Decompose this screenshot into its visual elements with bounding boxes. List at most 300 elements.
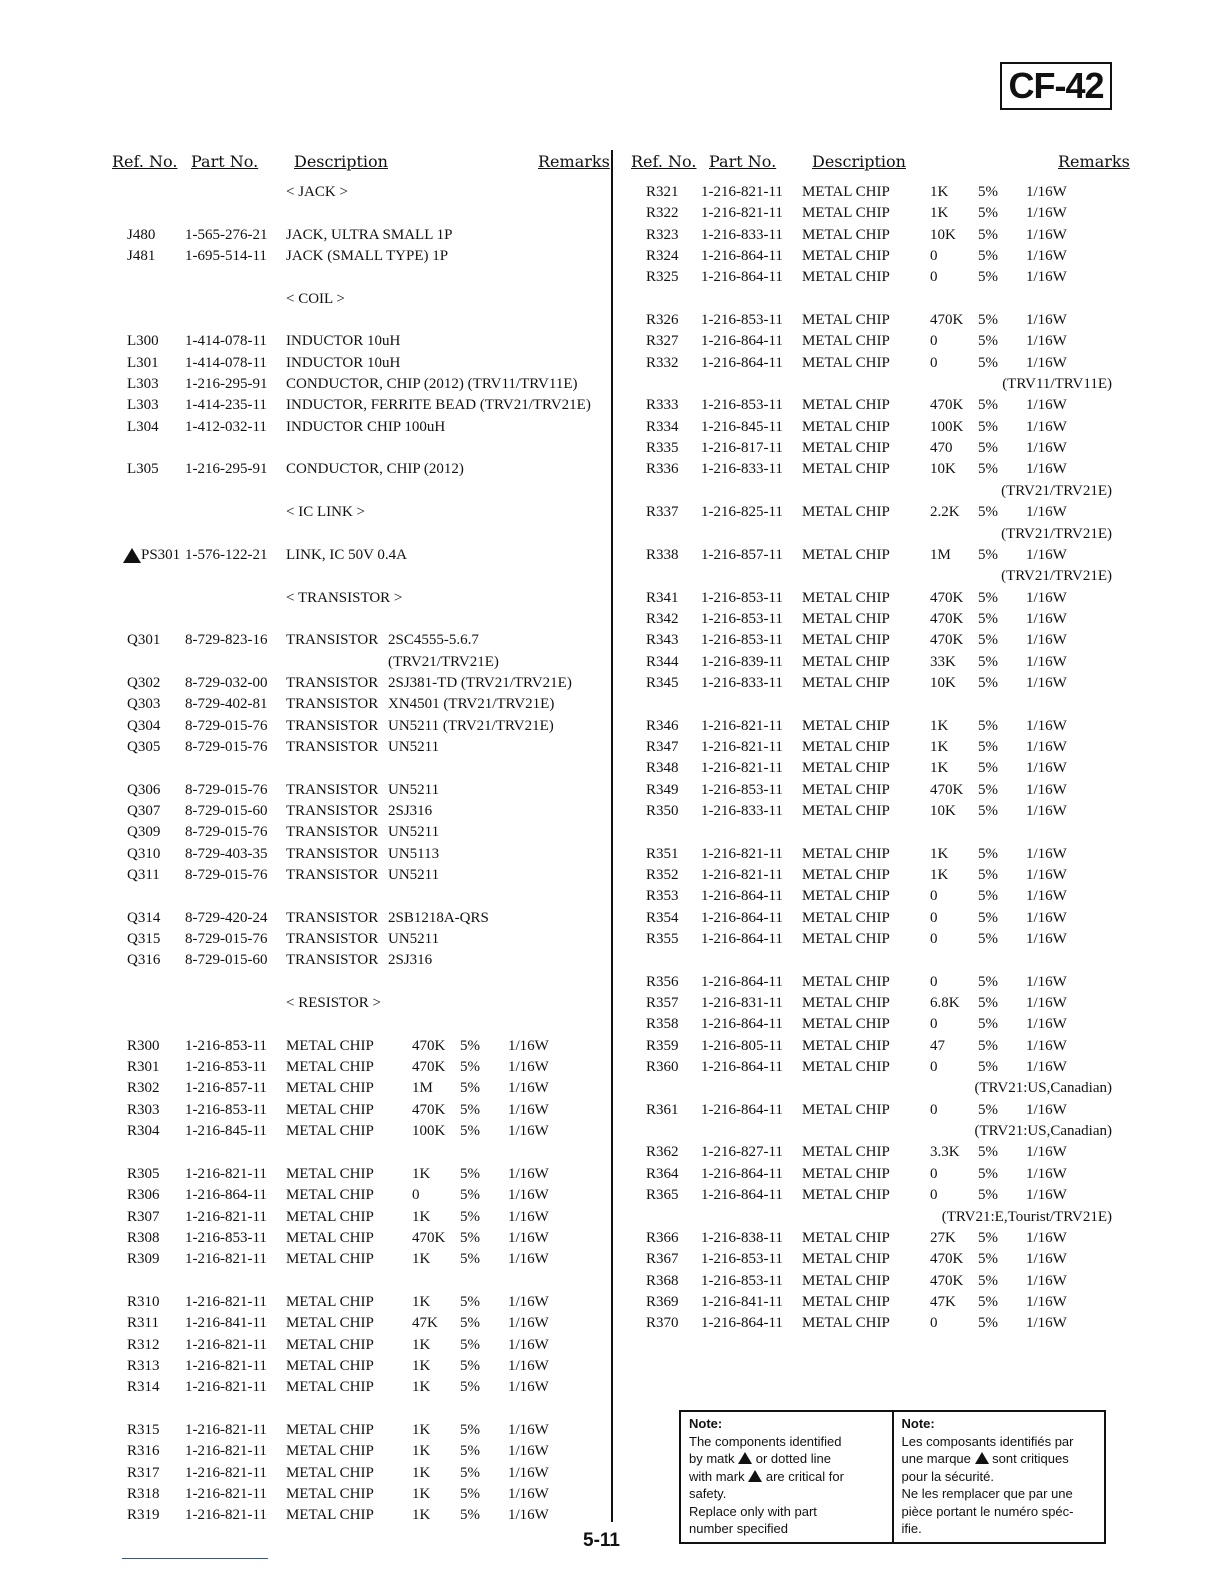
note-text: with mark <box>689 1468 745 1484</box>
description: METAL CHIP <box>802 333 890 350</box>
part-row <box>630 908 1120 929</box>
wattage: 1/16W <box>1026 269 1067 286</box>
part-row <box>630 972 1120 993</box>
ref-no: R307 <box>127 1208 160 1225</box>
wattage: 1/16W <box>1026 333 1067 350</box>
transistor-type: 2SJ316 <box>388 802 433 819</box>
part-no: 1-414-078-11 <box>185 333 267 350</box>
tolerance: 5% <box>978 1272 998 1289</box>
tolerance: 5% <box>460 1037 480 1054</box>
part-row <box>110 694 600 715</box>
description: METAL CHIP <box>286 1101 374 1118</box>
resistance-value: 470K <box>930 632 964 649</box>
ref-no: R352 <box>646 867 679 883</box>
description: METAL CHIP <box>286 1507 374 1524</box>
wattage: 1/16W <box>1026 1059 1067 1076</box>
warning-triangle-icon <box>738 1452 752 1464</box>
part-row <box>630 246 1120 267</box>
ref-no: R365 <box>646 1187 679 1204</box>
description: METAL CHIP <box>802 1272 890 1289</box>
part-no: 1-216-821-11 <box>185 1443 267 1460</box>
wattage: 1/16W <box>1026 589 1067 606</box>
description: METAL CHIP <box>802 760 890 777</box>
ref-no: R314 <box>127 1379 160 1396</box>
description: METAL CHIP <box>286 1208 374 1225</box>
tolerance: 5% <box>460 1379 480 1396</box>
description: TRANSISTOR <box>286 845 379 862</box>
part-no: 1-216-821-11 <box>701 717 783 734</box>
resistance-value: 47K <box>930 1293 956 1310</box>
wattage: 1/16W <box>1026 354 1067 371</box>
tolerance: 5% <box>978 867 998 883</box>
note-english <box>681 1412 892 1542</box>
part-row <box>110 1420 600 1441</box>
part-no: 1-216-295-91 <box>185 376 268 393</box>
description: METAL CHIP <box>802 931 890 948</box>
part-no: 1-216-831-11 <box>701 995 783 1012</box>
wattage: 1/16W <box>508 1165 549 1182</box>
wattage: 1/16W <box>1026 504 1067 521</box>
ref-no: R346 <box>646 717 679 734</box>
part-row <box>630 929 1120 950</box>
note-line: pour la sécurité. <box>901 1468 994 1484</box>
ref-no: R345 <box>646 674 679 691</box>
wattage: 1/16W <box>508 1208 549 1225</box>
ref-no: R327 <box>646 333 679 350</box>
part-row <box>110 865 600 886</box>
resistance-value: 470K <box>930 312 964 329</box>
ref-no: R332 <box>646 354 679 371</box>
description: TRANSISTOR <box>286 909 379 926</box>
part-no: 1-216-864-11 <box>185 1187 267 1204</box>
tolerance: 5% <box>978 1016 998 1033</box>
wattage: 1/16W <box>1026 546 1067 563</box>
part-no: 8-729-403-35 <box>185 845 268 862</box>
tolerance: 5% <box>978 802 998 819</box>
description: METAL CHIP <box>286 1229 374 1246</box>
tolerance: 5% <box>978 269 998 286</box>
part-row <box>110 1100 600 1121</box>
resistance-value: 1K <box>412 1379 431 1396</box>
header-part-no: Part No. <box>191 152 259 171</box>
ref-no: R306 <box>127 1187 160 1204</box>
description: METAL CHIP <box>802 845 890 862</box>
part-no: 1-216-845-11 <box>701 418 783 435</box>
part-no: 1-565-276-21 <box>185 226 268 243</box>
resistance-value: 10K <box>930 674 956 691</box>
description: METAL CHIP <box>802 610 890 627</box>
tolerance: 5% <box>978 760 998 777</box>
ref-no: R354 <box>646 909 679 926</box>
header-remarks: Remarks <box>1058 152 1130 171</box>
description: METAL CHIP <box>286 1443 374 1460</box>
part-no: 1-216-821-11 <box>185 1421 267 1438</box>
description: METAL CHIP <box>802 397 890 414</box>
ref-no: R309 <box>127 1251 160 1268</box>
right-column-header <box>630 152 1130 182</box>
tolerance: 5% <box>978 717 998 734</box>
resistance-value: 0 <box>930 1187 938 1204</box>
wattage: 1/16W <box>1026 781 1067 798</box>
section-label: < TRANSISTOR > <box>286 589 403 606</box>
warning-triangle-icon <box>123 548 141 563</box>
tolerance: 5% <box>978 1144 998 1161</box>
section-heading <box>110 289 600 310</box>
part-row <box>630 502 1120 523</box>
ref-no: R356 <box>646 973 679 990</box>
part-no: 1-216-853-11 <box>185 1059 267 1076</box>
part-row <box>110 908 600 929</box>
description: CONDUCTOR, CHIP (2012) (TRV11/TRV11E) <box>286 376 578 393</box>
description: TRANSISTOR <box>286 781 379 798</box>
part-no: 1-216-853-11 <box>701 397 783 414</box>
blank-row <box>110 566 600 587</box>
description: TRANSISTOR <box>286 867 379 883</box>
part-no: 1-216-857-11 <box>701 546 783 563</box>
wattage: 1/16W <box>1026 1037 1067 1054</box>
ref-no: R348 <box>646 760 679 777</box>
part-row <box>110 1228 600 1249</box>
tolerance: 5% <box>460 1187 480 1204</box>
wattage: 1/16W <box>1026 888 1067 905</box>
note-line: Replace only with part <box>689 1503 817 1519</box>
part-no: 1-216-864-11 <box>701 354 783 371</box>
blank-row <box>110 758 600 779</box>
part-row <box>110 1377 600 1398</box>
part-no: 1-216-821-11 <box>185 1485 267 1502</box>
part-row <box>630 1164 1120 1185</box>
ref-no: R334 <box>646 418 679 435</box>
part-row <box>110 780 600 801</box>
part-row <box>630 1036 1120 1057</box>
ref-no: R303 <box>127 1101 160 1118</box>
transistor-type: 2SB1218A-QRS <box>388 909 489 926</box>
part-no: 8-729-015-76 <box>185 931 268 948</box>
part-no: 1-216-821-11 <box>701 738 783 755</box>
wattage: 1/16W <box>508 1485 549 1502</box>
blank-row <box>110 481 600 502</box>
ref-no: R321 <box>646 184 679 200</box>
part-row <box>110 1505 600 1526</box>
tolerance: 5% <box>460 1165 480 1182</box>
tolerance: 5% <box>978 995 998 1012</box>
part-no: 1-216-853-11 <box>185 1101 267 1118</box>
resistance-value: 1K <box>412 1485 431 1502</box>
part-no: 1-576-122-21 <box>185 546 268 563</box>
part-row <box>630 844 1120 865</box>
resistance-value: 27K <box>930 1229 956 1246</box>
remarks-continuation <box>630 566 1120 587</box>
blank-row <box>630 289 1120 310</box>
wattage: 1/16W <box>1026 973 1067 990</box>
part-no: 1-216-853-11 <box>701 312 783 329</box>
description: METAL CHIP <box>802 269 890 286</box>
part-no: 1-216-853-11 <box>701 632 783 649</box>
ref-no: R336 <box>646 461 679 478</box>
part-no: 1-216-864-11 <box>701 269 783 286</box>
resistance-value: 1M <box>930 546 951 563</box>
blank-row <box>110 310 600 331</box>
note-line: number specified <box>689 1521 788 1536</box>
left-column-header <box>110 152 610 182</box>
tolerance: 5% <box>978 397 998 414</box>
description: METAL CHIP <box>802 1315 890 1332</box>
description: METAL CHIP <box>802 354 890 371</box>
part-row <box>630 438 1120 459</box>
note-text: or dotted line <box>755 1451 831 1466</box>
description: TRANSISTOR <box>286 931 379 948</box>
resistance-value: 1K <box>930 717 949 734</box>
wattage: 1/16W <box>1026 418 1067 435</box>
section-label: < COIL > <box>286 290 345 307</box>
wattage: 1/16W <box>1026 440 1067 457</box>
note-title: Note: <box>901 1416 935 1431</box>
tolerance: 5% <box>978 226 998 243</box>
transistor-type: UN5211 <box>388 824 440 841</box>
resistance-value: 1K <box>930 205 949 222</box>
resistance-value: 0 <box>930 1165 938 1182</box>
tolerance: 5% <box>978 589 998 606</box>
wattage: 1/16W <box>508 1464 549 1481</box>
description: CONDUCTOR, CHIP (2012) <box>286 461 464 478</box>
resistance-value: 470K <box>930 781 964 798</box>
description: TRANSISTOR <box>286 824 379 841</box>
part-row <box>630 652 1120 673</box>
tolerance: 5% <box>978 333 998 350</box>
ref-no: R337 <box>646 504 679 521</box>
resistance-value: 1K <box>930 845 949 862</box>
part-no: 1-414-235-11 <box>185 397 267 414</box>
description: METAL CHIP <box>286 1485 374 1502</box>
left-rows <box>110 182 600 1527</box>
tolerance: 5% <box>460 1336 480 1353</box>
ref-no: R360 <box>646 1059 679 1076</box>
tolerance: 5% <box>460 1080 480 1097</box>
resistance-value: 1K <box>930 760 949 777</box>
wattage: 1/16W <box>508 1187 549 1204</box>
part-row <box>630 780 1120 801</box>
description: METAL CHIP <box>286 1464 374 1481</box>
part-row <box>630 758 1120 779</box>
ref-no: L305 <box>127 461 159 478</box>
part-row <box>110 801 600 822</box>
part-row <box>110 1121 600 1142</box>
description: METAL CHIP <box>802 802 890 819</box>
tolerance: 5% <box>978 1293 998 1310</box>
part-no: 8-729-015-60 <box>185 802 268 819</box>
note-line <box>689 1468 884 1486</box>
resistance-value: 0 <box>930 888 938 905</box>
tolerance: 5% <box>460 1101 480 1118</box>
ref-no: R344 <box>646 653 679 670</box>
part-no: 1-216-821-11 <box>185 1251 267 1268</box>
part-row <box>630 801 1120 822</box>
part-row <box>630 673 1120 694</box>
description: TRANSISTOR <box>286 696 379 713</box>
part-row <box>630 1185 1120 1206</box>
part-row <box>630 225 1120 246</box>
ref-no: J481 <box>127 248 156 265</box>
part-no: 1-216-821-11 <box>185 1464 267 1481</box>
ref-no: R350 <box>646 802 679 819</box>
right-column <box>630 152 1130 1335</box>
description: METAL CHIP <box>286 1421 374 1438</box>
blank-row <box>110 438 600 459</box>
header-ref-no: Ref. No. <box>631 152 697 171</box>
ref-no: R304 <box>127 1123 160 1140</box>
resistance-value: 470K <box>412 1101 446 1118</box>
tolerance: 5% <box>978 1251 998 1268</box>
tolerance: 5% <box>978 781 998 798</box>
wattage: 1/16W <box>1026 674 1067 691</box>
ref-no: R319 <box>127 1507 160 1524</box>
ref-no: Q309 <box>127 824 161 841</box>
resistance-value: 470K <box>930 397 964 414</box>
part-no: 1-216-864-11 <box>701 1315 783 1332</box>
resistance-value: 0 <box>930 333 938 350</box>
description: METAL CHIP <box>286 1165 374 1182</box>
description: JACK, ULTRA SMALL 1P <box>286 226 453 243</box>
resistance-value: 0 <box>930 1016 938 1033</box>
wattage: 1/16W <box>508 1336 549 1353</box>
description: METAL CHIP <box>286 1293 374 1310</box>
description: METAL CHIP <box>802 674 890 691</box>
part-row <box>630 1014 1120 1035</box>
part-row <box>110 417 600 438</box>
description: METAL CHIP <box>802 738 890 755</box>
tolerance: 5% <box>460 1421 480 1438</box>
wattage: 1/16W <box>1026 1187 1067 1204</box>
description: METAL CHIP <box>802 632 890 649</box>
transistor-type: 2SJ316 <box>388 952 433 969</box>
blank-row <box>110 1142 600 1163</box>
part-no: 8-729-402-81 <box>185 696 268 713</box>
remarks-text: (TRV21:US,Canadian) <box>974 1123 1112 1140</box>
part-no: 1-216-841-11 <box>701 1293 783 1310</box>
ref-no: R367 <box>646 1251 679 1268</box>
ref-no: R316 <box>127 1443 160 1460</box>
wattage: 1/16W <box>1026 610 1067 627</box>
ref-no: Q301 <box>127 632 161 649</box>
description: METAL CHIP <box>286 1123 374 1140</box>
ref-no: R355 <box>646 931 679 948</box>
blank-row <box>110 267 600 288</box>
part-no: 1-216-821-11 <box>185 1293 267 1310</box>
resistance-value: 1K <box>412 1421 431 1438</box>
description: METAL CHIP <box>286 1080 374 1097</box>
transistor-type: UN5211 <box>388 738 440 755</box>
note-text: by matk <box>689 1451 735 1466</box>
ref-no: R311 <box>127 1315 159 1332</box>
blank-row <box>110 972 600 993</box>
wattage: 1/16W <box>1026 845 1067 862</box>
ref-no: R310 <box>127 1293 160 1310</box>
ref-no: R347 <box>646 738 679 755</box>
ref-no: R370 <box>646 1315 679 1332</box>
transistor-type: UN5113 <box>388 845 440 862</box>
tolerance: 5% <box>978 461 998 478</box>
wattage: 1/16W <box>508 1379 549 1396</box>
blank-row <box>630 694 1120 715</box>
resistance-value: 470K <box>412 1059 446 1076</box>
resistance-value: 1K <box>930 867 949 883</box>
description: METAL CHIP <box>286 1037 374 1054</box>
wattage: 1/16W <box>1026 1315 1067 1332</box>
tolerance: 5% <box>978 674 998 691</box>
note-line: Les composants identifiés par <box>901 1433 1074 1449</box>
part-no: 1-216-821-11 <box>185 1165 267 1182</box>
description: METAL CHIP <box>802 184 890 200</box>
part-no: 8-729-823-16 <box>185 632 268 649</box>
part-no: 1-216-821-11 <box>185 1357 267 1374</box>
description: INDUCTOR, FERRITE BEAD (TRV21/TRV21E) <box>286 397 591 414</box>
description: METAL CHIP <box>802 1293 890 1310</box>
resistance-value: 100K <box>930 418 964 435</box>
tolerance: 5% <box>978 1037 998 1054</box>
part-row <box>110 1185 600 1206</box>
tolerance: 5% <box>978 653 998 670</box>
transistor-type: XN4501 (TRV21/TRV21E) <box>388 696 555 713</box>
part-no: 1-216-805-11 <box>701 1037 783 1054</box>
part-no: 1-216-821-11 <box>701 867 783 883</box>
resistance-value: 0 <box>930 269 938 286</box>
part-row <box>110 1036 600 1057</box>
resistance-value: 470K <box>930 1272 964 1289</box>
description: METAL CHIP <box>802 717 890 734</box>
part-row <box>110 459 600 480</box>
description: METAL CHIP <box>802 312 890 329</box>
description: JACK (SMALL TYPE) 1P <box>286 248 449 265</box>
remarks-text: (TRV21/TRV21E) <box>1001 568 1112 585</box>
remarks-text: (TRV11/TRV11E) <box>1002 376 1112 393</box>
section-heading <box>110 993 600 1014</box>
part-no: 1-216-845-11 <box>185 1123 267 1140</box>
tolerance: 5% <box>978 1315 998 1332</box>
ref-no: R313 <box>127 1357 160 1374</box>
part-no: 8-729-015-60 <box>185 952 268 969</box>
transistor-type: (TRV21/TRV21E) <box>388 653 499 670</box>
description: METAL CHIP <box>802 589 890 606</box>
description: METAL CHIP <box>802 973 890 990</box>
part-no: 1-216-864-11 <box>701 1059 783 1076</box>
part-no: 1-216-864-11 <box>701 1101 783 1118</box>
tolerance: 5% <box>460 1123 480 1140</box>
description: METAL CHIP <box>802 1187 890 1204</box>
blank-row <box>630 950 1120 971</box>
ref-no: R359 <box>646 1037 679 1054</box>
tolerance: 5% <box>460 1229 480 1246</box>
part-row <box>110 545 600 566</box>
part-row <box>630 886 1120 907</box>
description: METAL CHIP <box>802 1229 890 1246</box>
resistance-value: 0 <box>930 248 938 265</box>
section-heading <box>110 182 600 203</box>
ref-no: R342 <box>646 610 679 627</box>
ref-no: R357 <box>646 995 679 1012</box>
wattage: 1/16W <box>508 1357 549 1374</box>
ref-no: L303 <box>127 376 159 393</box>
tolerance: 5% <box>978 888 998 905</box>
section-heading <box>110 502 600 523</box>
tolerance: 5% <box>978 1229 998 1246</box>
part-no: 1-216-853-11 <box>701 781 783 798</box>
ref-no: Q316 <box>127 952 161 969</box>
ref-no: L301 <box>127 354 159 371</box>
part-row <box>630 417 1120 438</box>
part-no: 1-216-821-11 <box>701 184 783 200</box>
ref-no: Q304 <box>127 717 161 734</box>
part-no: 1-216-833-11 <box>701 461 783 478</box>
